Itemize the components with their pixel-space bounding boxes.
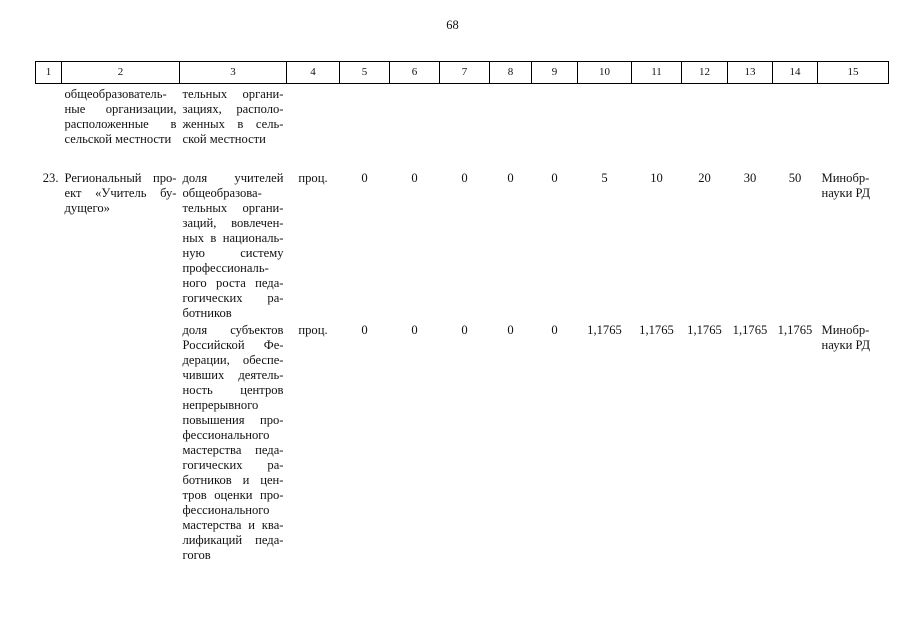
text-line: общеобразова- [182, 186, 262, 200]
cell-value: 0 [507, 171, 514, 185]
text-line: науки РД [821, 186, 871, 200]
column-header-6: 6 [390, 62, 440, 84]
text-line: тров оценки про- [182, 488, 284, 502]
column-header-11: 11 [632, 62, 682, 84]
cell-value: 0 [361, 323, 368, 337]
column-number-header [36, 62, 889, 84]
cell-value: 1,1765 [587, 323, 622, 337]
text-line: непрерывного [182, 398, 259, 412]
text-line: дущего» [64, 201, 110, 215]
cell-value: 0 [507, 323, 514, 337]
cell-indicator-continued [180, 84, 287, 148]
cell-value: 0 [461, 323, 468, 337]
text-line: науки РД [821, 338, 871, 352]
text-line: мастерства педа- [182, 443, 284, 457]
cell-value: 0 [411, 323, 418, 337]
text-line: зациях, располо- [182, 102, 284, 116]
text-line: лификаций педа- [182, 533, 284, 547]
cell-responsible [818, 321, 889, 563]
text-line: гогических ра- [182, 291, 284, 305]
text-line: тельных органи- [182, 87, 284, 101]
cell-project [62, 169, 180, 321]
page-number: 68 [446, 18, 459, 32]
text-line: фессионального [182, 503, 270, 517]
text-line: Российской Фе- [182, 338, 284, 352]
text-line: ную систему [182, 246, 284, 260]
cell-unit: проц. [298, 323, 328, 337]
text-line: заций, вовлечен- [182, 216, 284, 230]
text-line: сельской местности [64, 132, 172, 146]
text-line: расположенные в [64, 117, 177, 131]
table-row-23 [36, 169, 889, 321]
column-header-1: 1 [36, 62, 62, 84]
column-header-2: 2 [62, 62, 180, 84]
text-line: повышения про- [182, 413, 284, 427]
column-header-10: 10 [578, 62, 632, 84]
column-header-8: 8 [490, 62, 532, 84]
column-header-14: 14 [773, 62, 818, 84]
text-line: общеобразователь- [64, 87, 167, 101]
cell-value: 0 [411, 171, 418, 185]
text-line: тельных органи- [182, 201, 284, 215]
cell-num [36, 84, 62, 148]
text-line: доля учителей [182, 171, 284, 185]
column-header-4: 4 [287, 62, 340, 84]
cell-value: 1,1765 [639, 323, 674, 337]
indicators-table [35, 61, 889, 563]
column-header-12: 12 [682, 62, 728, 84]
column-header-7: 7 [440, 62, 490, 84]
cell-value: 1,1765 [687, 323, 722, 337]
continued-row [36, 84, 889, 148]
cell-value: 0 [551, 171, 558, 185]
column-header-13: 13 [728, 62, 773, 84]
column-header-9: 9 [532, 62, 578, 84]
text-line: фессионального [182, 428, 270, 442]
cell-value: 0 [361, 171, 368, 185]
text-line: Минобр- [821, 323, 870, 337]
cell-value: 50 [788, 171, 802, 185]
column-header-5: 5 [340, 62, 390, 84]
cell-value: 20 [698, 171, 711, 185]
text-line: ных в националь- [182, 231, 284, 245]
text-line: ботников [182, 306, 232, 320]
text-line: доля субъектов [182, 323, 284, 337]
cell-value: 10 [650, 171, 663, 185]
text-line: ской местности [182, 132, 266, 146]
text-line: ект «Учитель бу- [64, 186, 177, 200]
cell-value: 0 [551, 323, 558, 337]
text-line: Региональный про- [64, 171, 177, 185]
cell-value: 5 [601, 171, 608, 185]
text-line: гогов [182, 548, 211, 562]
text-line: чивших деятель- [182, 368, 284, 382]
cell-responsible [818, 169, 889, 321]
text-line: профессиональ- [182, 261, 269, 275]
cell-category-continued [62, 84, 180, 148]
cell-project [62, 321, 180, 563]
text-line: ного роста педа- [182, 276, 284, 290]
cell-indicator [180, 321, 287, 563]
text-line: женных в сель- [182, 117, 284, 131]
cell-indicator [180, 169, 287, 321]
text-line: мастерства и ква- [182, 518, 284, 532]
cell-value: 0 [461, 171, 468, 185]
cell-value: 1,1765 [777, 323, 813, 337]
text-line: ные организации, [64, 102, 177, 116]
text-line: ботников и цен- [182, 473, 284, 487]
text-line: ность центров [182, 383, 284, 397]
text-line: Минобр- [821, 171, 870, 185]
cell-value: 1,1765 [732, 323, 768, 337]
cell-num: 23. [42, 171, 59, 185]
cell-unit: проц. [298, 171, 328, 185]
column-header-3: 3 [180, 62, 287, 84]
cell-num [36, 321, 62, 563]
text-line: гогических ра- [182, 458, 284, 472]
table-row-23-second-indicator [36, 321, 889, 563]
column-header-15: 15 [818, 62, 889, 84]
cell-value: 30 [743, 171, 757, 185]
text-line: дерации, обеспе- [182, 353, 284, 367]
